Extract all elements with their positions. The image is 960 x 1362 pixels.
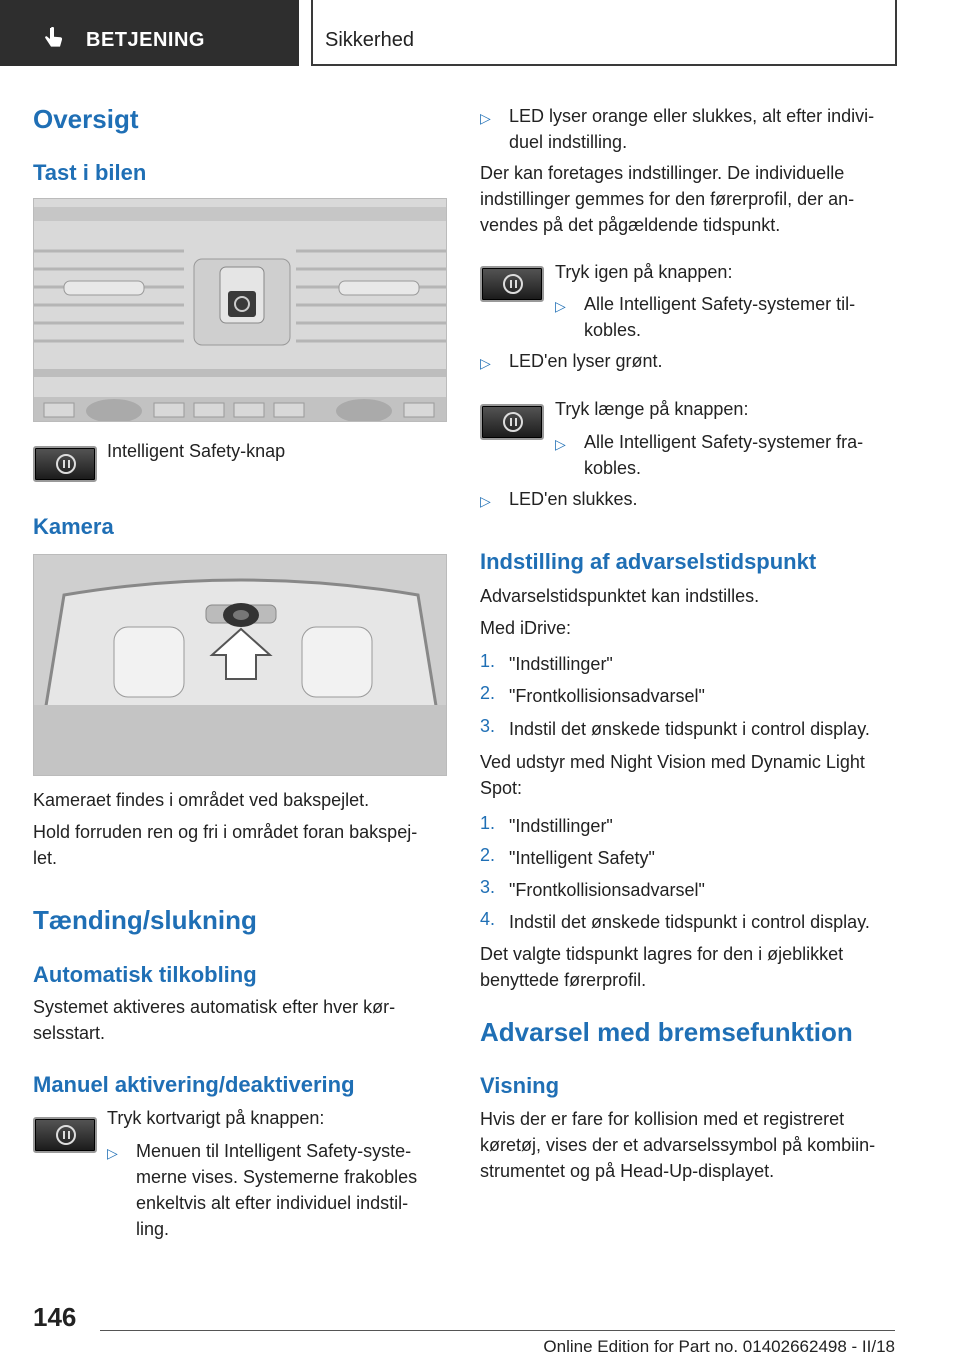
bullet-triangle-icon: ▷ <box>480 355 491 371</box>
list2-item: "Intelligent Safety" <box>509 848 655 868</box>
bullet-fra-b: kobles. <box>584 458 642 478</box>
list2-item: "Indstillinger" <box>509 816 613 836</box>
list2-item: "Frontkollisionsadvarsel" <box>509 880 705 900</box>
bullet-triangle-icon: ▷ <box>555 436 566 452</box>
list1-num: 1. <box>480 651 496 671</box>
bullet-til-a: Alle Intelligent Safety-systemer til- <box>584 294 856 314</box>
heading-advarsel-bremse: Advarsel med bremsefunktion <box>480 1017 853 1047</box>
hand-pointer-icon <box>42 26 66 50</box>
heading-tast-i-bilen: Tast i bilen <box>33 160 147 185</box>
list1-item: Indstil det ønskede tidspunkt i control display. <box>509 719 870 739</box>
bullet-menu-d: ling. <box>136 1219 170 1239</box>
valgte-text-b: benyttede førerprofil. <box>480 970 647 990</box>
footer-edition: Online Edition for Part no. 01402662498 - II/18 <box>543 1337 895 1356</box>
bullet-triangle-icon: ▷ <box>480 493 491 509</box>
dashboard-button-photo <box>33 198 447 422</box>
list1-item: "Frontkollisionsadvarsel" <box>509 686 705 706</box>
bullet-triangle-icon: ▷ <box>480 110 491 126</box>
indstilling-text: Advarselstidspunktet kan indstilles. <box>480 586 760 606</box>
bullet-til-b: kobles. <box>584 320 642 340</box>
kamera-text-2a: Hold forruden ren og fri i området foran bakspej- <box>33 822 418 842</box>
bullet-slukkes: LED'en slukkes. <box>509 489 638 509</box>
heading-taending-slukning: Tænding/slukning <box>33 905 257 935</box>
kamera-text-1: Kameraet findes i området ved bakspejlet. <box>33 790 370 810</box>
visning-text-c: strumentet og på Head-Up-displayet. <box>480 1161 775 1181</box>
intelligent-safety-button-icon <box>33 446 97 482</box>
intelligent-safety-button-icon <box>33 1117 97 1153</box>
bullet-menu-a: Menuen til Intelligent Safety-syste- <box>136 1141 412 1161</box>
list2-num: 3. <box>480 877 496 897</box>
auto-text-b: selsstart. <box>33 1023 106 1043</box>
tryk-kortvarigt-text: Tryk kortvarigt på knappen: <box>107 1108 325 1128</box>
med-idrive-text: Med iDrive: <box>480 618 572 638</box>
camera-location-photo <box>33 554 447 776</box>
heading-automatisk-tilkobling: Automatisk tilkobling <box>33 962 257 987</box>
list1-item: "Indstillinger" <box>509 654 613 674</box>
intelligent-safety-button-icon <box>480 404 544 440</box>
header-section-title: BETJENING <box>86 29 205 51</box>
tryk-laenge-text: Tryk længe på knappen: <box>555 399 749 419</box>
heading-kamera: Kamera <box>33 514 114 539</box>
header-chapter-title: Sikkerhed <box>325 29 414 51</box>
bullet-led-a: LED lyser orange eller slukkes, alt efter indivi- <box>509 106 875 126</box>
p1-a: Der kan foretages indstillinger. De individuelle <box>480 163 845 183</box>
heading-visning: Visning <box>480 1073 560 1098</box>
night-vision-text-a: Ved udstyr med Night Vision med Dynamic Light <box>480 752 865 772</box>
bullet-fra-a: Alle Intelligent Safety-systemer fra- <box>584 432 864 452</box>
bullet-triangle-icon: ▷ <box>107 1145 118 1161</box>
list2-num: 2. <box>480 845 496 865</box>
p1-c: vendes på det pågældende tidspunkt. <box>480 215 781 235</box>
visning-text-a: Hvis der er fare for kollision med et registreret <box>480 1109 845 1129</box>
heading-oversigt: Oversigt <box>33 104 139 134</box>
list2-num: 1. <box>480 813 496 833</box>
night-vision-text-b: Spot: <box>480 778 523 798</box>
bullet-menu-b: merne vises. Systemerne frakobles <box>136 1167 418 1187</box>
kamera-text-2b: let. <box>33 848 58 868</box>
page-number: 146 <box>33 1302 77 1332</box>
button-caption: Intelligent Safety-knap <box>107 441 286 461</box>
auto-text-a: Systemet aktiveres automatisk efter hver kør- <box>33 997 396 1017</box>
footer-divider <box>100 1330 895 1331</box>
bullet-led-b: duel indstilling. <box>509 132 628 152</box>
list1-num: 3. <box>480 716 496 736</box>
list2-num: 4. <box>480 909 496 929</box>
list1-num: 2. <box>480 683 496 703</box>
p1-b: indstillinger gemmes for den førerprofil, der an- <box>480 189 855 209</box>
heading-indstilling: Indstilling af advarselstidspunkt <box>480 549 817 574</box>
heading-manuel-aktivering: Manuel aktivering/deaktivering <box>33 1072 355 1097</box>
visning-text-b: køretøj, vises der et advarselssymbol på kombiin- <box>480 1135 876 1155</box>
bullet-menu-c: enkeltvis alt efter individuel indstil- <box>136 1193 409 1213</box>
intelligent-safety-button-icon <box>480 266 544 302</box>
bullet-groen: LED'en lyser grønt. <box>509 351 663 371</box>
tryk-igen-text: Tryk igen på knappen: <box>555 262 733 282</box>
list2-item: Indstil det ønskede tidspunkt i control display. <box>509 912 870 932</box>
bullet-triangle-icon: ▷ <box>555 298 566 314</box>
valgte-text-a: Det valgte tidspunkt lagres for den i øjeblikket <box>480 944 844 964</box>
